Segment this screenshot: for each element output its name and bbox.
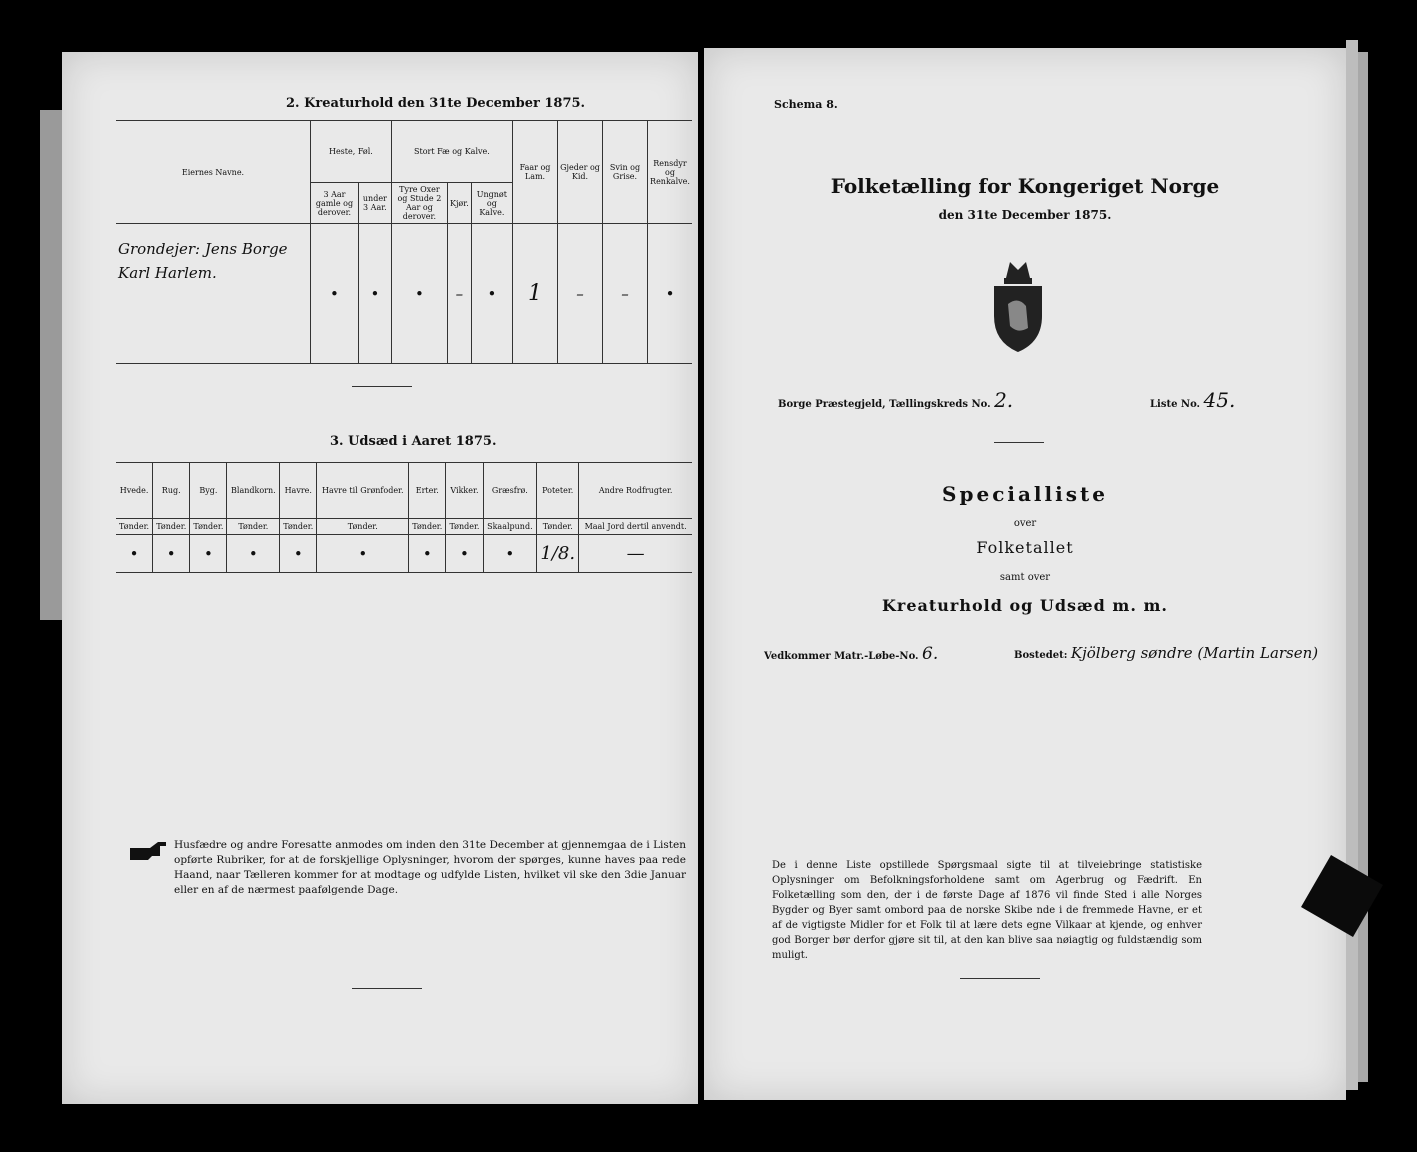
- page-edge: [40, 110, 62, 620]
- owner-header: Eiernes Navne.: [116, 121, 311, 224]
- matr-label: Vedkommer Matr.-Løbe-No.: [764, 651, 919, 662]
- divider: [994, 442, 1044, 443]
- divider: [352, 386, 412, 387]
- sub-header: under 3 Aar.: [358, 183, 391, 224]
- seed-unit: Tønder.: [153, 519, 190, 535]
- value-cell: •: [391, 224, 447, 364]
- seed-header: Havre til Grønfoder.: [317, 463, 409, 519]
- folketallet-label: Folketallet: [976, 538, 1074, 557]
- stort-fae-header: Stort Fæ og Kalve.: [391, 121, 512, 183]
- seed-header: Rug.: [153, 463, 190, 519]
- owner-line: Karl Harlem.: [118, 264, 217, 282]
- owner-cell: [116, 224, 311, 364]
- seed-value: •: [153, 535, 190, 573]
- seed-header: Græsfrø.: [483, 463, 537, 519]
- schema-label: Schema 8.: [774, 98, 838, 111]
- sub-header: Tyre Oxer og Stude 2 Aar og derover.: [391, 183, 447, 224]
- seed-header: Poteter.: [537, 463, 579, 519]
- bostedet-value: Kjölberg søndre (Martin Larsen): [1070, 644, 1319, 662]
- owner-line: Grondejer: Jens Borge: [118, 240, 288, 258]
- page-edge: [1358, 52, 1368, 1082]
- seed-unit: Maal Jord dertil anvendt.: [579, 519, 692, 535]
- seed-value: •: [446, 535, 483, 573]
- samt-over-label: samt over: [999, 572, 1051, 583]
- seed-value: •: [227, 535, 280, 573]
- divider: [352, 988, 422, 989]
- seed-value: •: [317, 535, 409, 573]
- value-cell: •: [648, 224, 693, 364]
- sub-header: 3 Aar gamle og derover.: [311, 183, 359, 224]
- right-page: [704, 48, 1346, 1100]
- value-cell: •: [311, 224, 359, 364]
- date-line: den 31te December 1875.: [938, 208, 1112, 222]
- bostedet-line: [1014, 644, 1318, 662]
- left-page: [62, 52, 698, 1104]
- value-cell: –: [447, 224, 471, 364]
- pointing-hand-icon: [128, 840, 168, 866]
- value-cell: •: [358, 224, 391, 364]
- liste-label: Liste No.: [1150, 399, 1201, 410]
- svin-header: Svin og Grise.: [603, 121, 648, 224]
- value-cell: –: [603, 224, 648, 364]
- seed-value: •: [483, 535, 537, 573]
- section3-title: 3. Udsæd i Aaret 1875.: [330, 434, 497, 449]
- sub-header: Kjør.: [447, 183, 471, 224]
- seed-unit: Tønder.: [409, 519, 446, 535]
- seed-value: •: [116, 535, 153, 573]
- specialliste-heading: Specialliste: [942, 482, 1108, 506]
- divider: [960, 978, 1040, 979]
- seed-header: Hvede.: [116, 463, 153, 519]
- norway-coat-of-arms-icon: [988, 256, 1048, 360]
- faar-header: Faar og Lam.: [513, 121, 558, 224]
- seed-unit: Tønder.: [446, 519, 483, 535]
- main-title: Folketælling for Kongeriget Norge: [830, 174, 1220, 198]
- matr-no: 6.: [922, 644, 939, 664]
- over-label: over: [1013, 518, 1037, 529]
- seed-table: [116, 462, 692, 573]
- kreaturhold-label: Kreaturhold og Udsæd m. m.: [882, 596, 1168, 615]
- seed-header: Havre.: [280, 463, 317, 519]
- seed-unit: Tønder.: [317, 519, 409, 535]
- prestegjeld-line: [778, 388, 1013, 412]
- liste-no: 45.: [1203, 388, 1236, 412]
- seed-header: Andre Rodfrugter.: [579, 463, 692, 519]
- seed-unit: Tønder.: [280, 519, 317, 535]
- liste-line: [1150, 388, 1235, 412]
- seed-unit: Tønder.: [116, 519, 153, 535]
- seed-unit: Tønder.: [227, 519, 280, 535]
- matr-line: [764, 644, 938, 664]
- notice-text: Husfædre og andre Foresatte anmodes om inden den 31te December at gjennemgaa de i Listen opførte Rubriker, for at de forskjellige Oplysninger, hvorom der spørges, kunne haves paa rede Haand, naar Tælleren kommer for at modtage og udfylde Listen, hvilket vil ske den 3die Januar eller en af de nærmest paafølgende Dage.: [174, 839, 686, 896]
- seed-value: •: [409, 535, 446, 573]
- seed-header: Byg.: [190, 463, 227, 519]
- intro-text: De i denne Liste opstillede Spørgsmaal sigte til at tilveiebringe statistiske Oplysninger om Befolkningsforholdene samt om Agerbrug og Fædrift. En Folketælling som den, der i de første Dage af 1876 vil finde Sted i alle Norges Bygder og Byer samt ombord paa de norske Skibe nde i de fremmede Havne, er et af de vigtigste Midler for et Folk til at lære dets egne Vilkaar at kjende, og enhver god Borger bør derfor gjøre sit til, at den kan blive saa nøiagtig og fuldstændig som muligt.: [772, 860, 1202, 961]
- seed-header: Blandkorn.: [227, 463, 280, 519]
- seed-header: Vikker.: [446, 463, 483, 519]
- heste-header: Heste, Føl.: [311, 121, 392, 183]
- seed-value: •: [190, 535, 227, 573]
- bostedet-label: Bostedet:: [1014, 650, 1068, 661]
- sub-header: Ungnøt og Kalve.: [471, 183, 512, 224]
- seed-unit: Tønder.: [537, 519, 579, 535]
- section2-title: 2. Kreaturhold den 31te December 1875.: [286, 96, 586, 111]
- seed-value: —: [579, 535, 692, 573]
- prestegjeld-label: Borge Præstegjeld, Tællingskreds No.: [778, 399, 991, 410]
- kreds-no: 2.: [994, 388, 1014, 412]
- seed-value: •: [280, 535, 317, 573]
- seed-unit: Tønder.: [190, 519, 227, 535]
- seed-unit: Skaalpund.: [483, 519, 537, 535]
- value-cell: 1: [513, 224, 558, 364]
- rensdyr-header: Rensdyr og Renkalve.: [648, 121, 693, 224]
- seed-header: Erter.: [409, 463, 446, 519]
- value-cell: •: [471, 224, 512, 364]
- value-cell: –: [558, 224, 603, 364]
- livestock-table: [116, 120, 692, 364]
- seed-value: 1/8.: [537, 535, 579, 573]
- gjeder-header: Gjeder og Kid.: [558, 121, 603, 224]
